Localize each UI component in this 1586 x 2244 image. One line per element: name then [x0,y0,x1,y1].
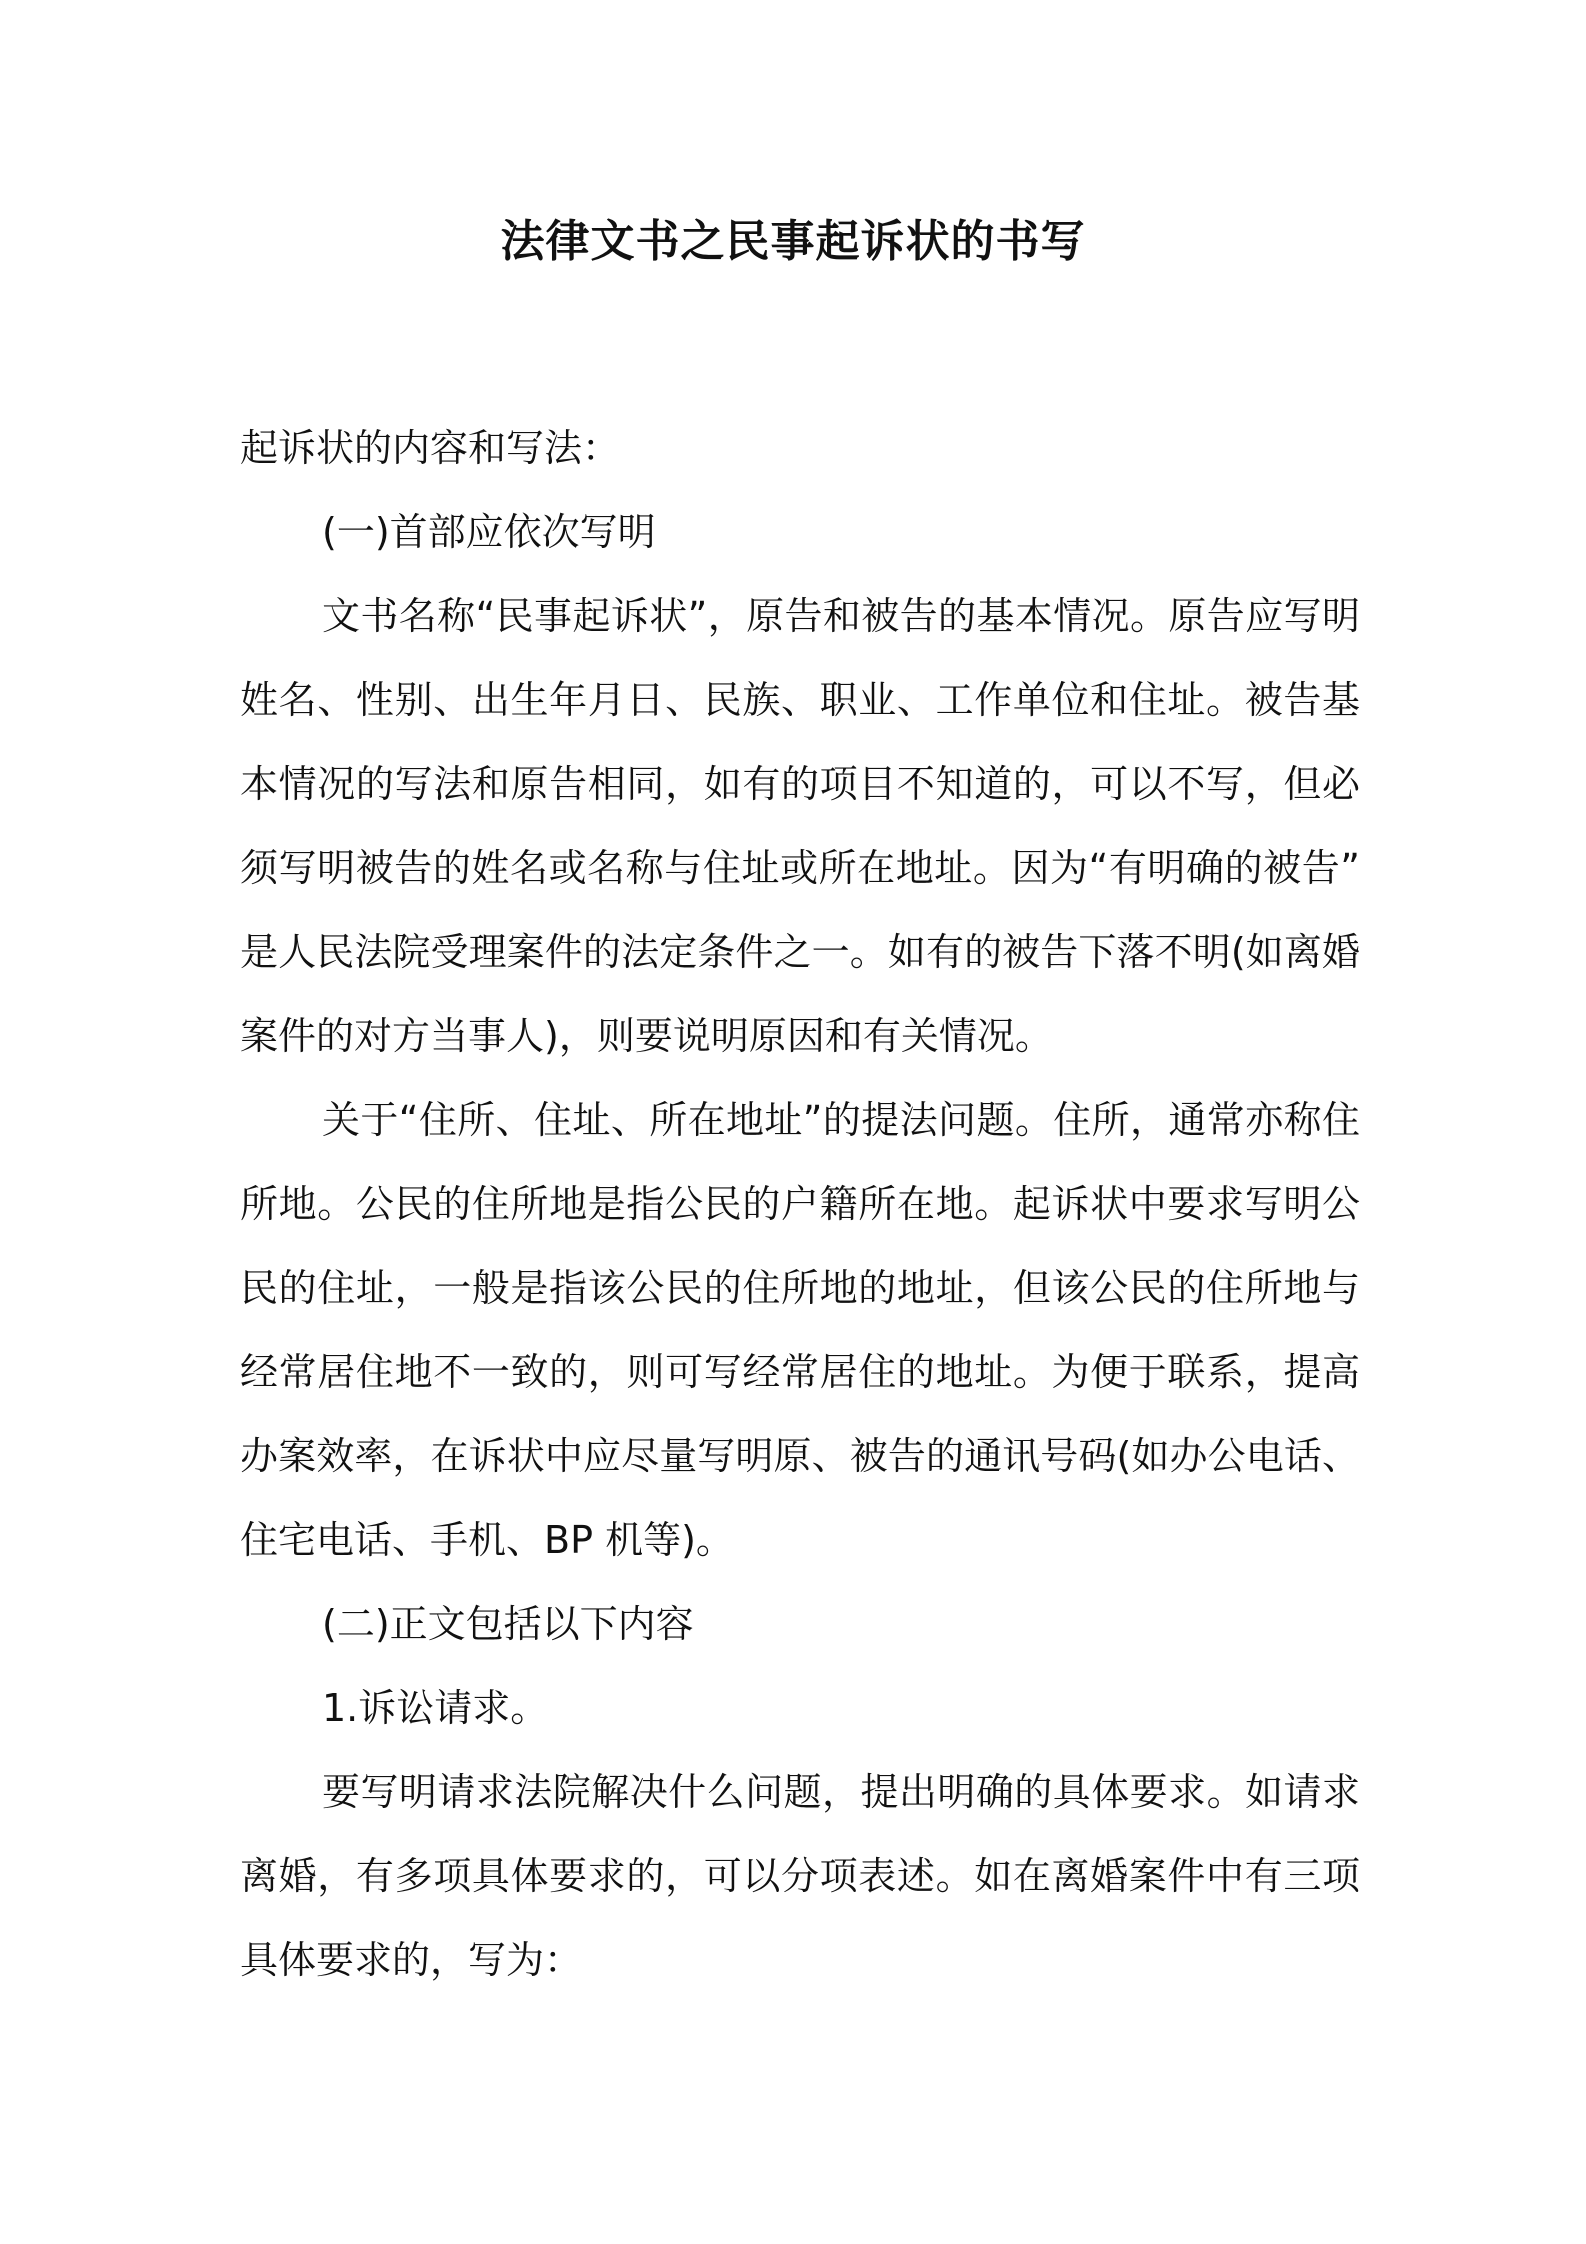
parties-paragraph: 文书名称“民事起诉状”，原告和被告的基本情况。原告应写明姓名、性别、出生年月日、民族、职业、工作单位和住址。被告基本情况的写法和原告相同，如有的项目不知道的，可以不写，但必须写明被告的姓名或名称与住址或所在地址。因为“有明确的被告”是人民法院受理案件的法定条件之一。如有的被告下落不明(如离婚案件的对方当事人)，则要说明原因和有关情况。 [240,594,1360,1058]
document-title: 法律文书之民事起诉状的书写 [500,216,1086,267]
item-heading-claims: 1.诉讼请求。 [322,1686,549,1730]
section-heading-body: (二)正文包括以下内容 [322,1602,694,1646]
claims-paragraph: 要写明请求法院解决什么问题，提出明确的具体要求。如请求离婚，有多项具体要求的，可以分项表述。如在离婚案件中有三项具体要求的，写为： [240,1770,1360,1982]
address-paragraph: 关于“住所、住址、所在地址”的提法问题。住所，通常亦称住所地。公民的住所地是指公民的户籍所在地。起诉状中要求写明公民的住址，一般是指该公民的住所地的地址，但该公民的住所地与经常居住地不一致的，则可写经常居住的地址。为便于联系，提高办案效率，在诉状中应尽量写明原、被告的通讯号码(如办公电话、住宅电话、手机、BP 机等)。 [240,1098,1360,1562]
document-body [240,406,1360,2002]
section-heading-header: (一)首部应依次写明 [322,510,656,554]
intro-paragraph: 起诉状的内容和写法： [240,426,621,470]
